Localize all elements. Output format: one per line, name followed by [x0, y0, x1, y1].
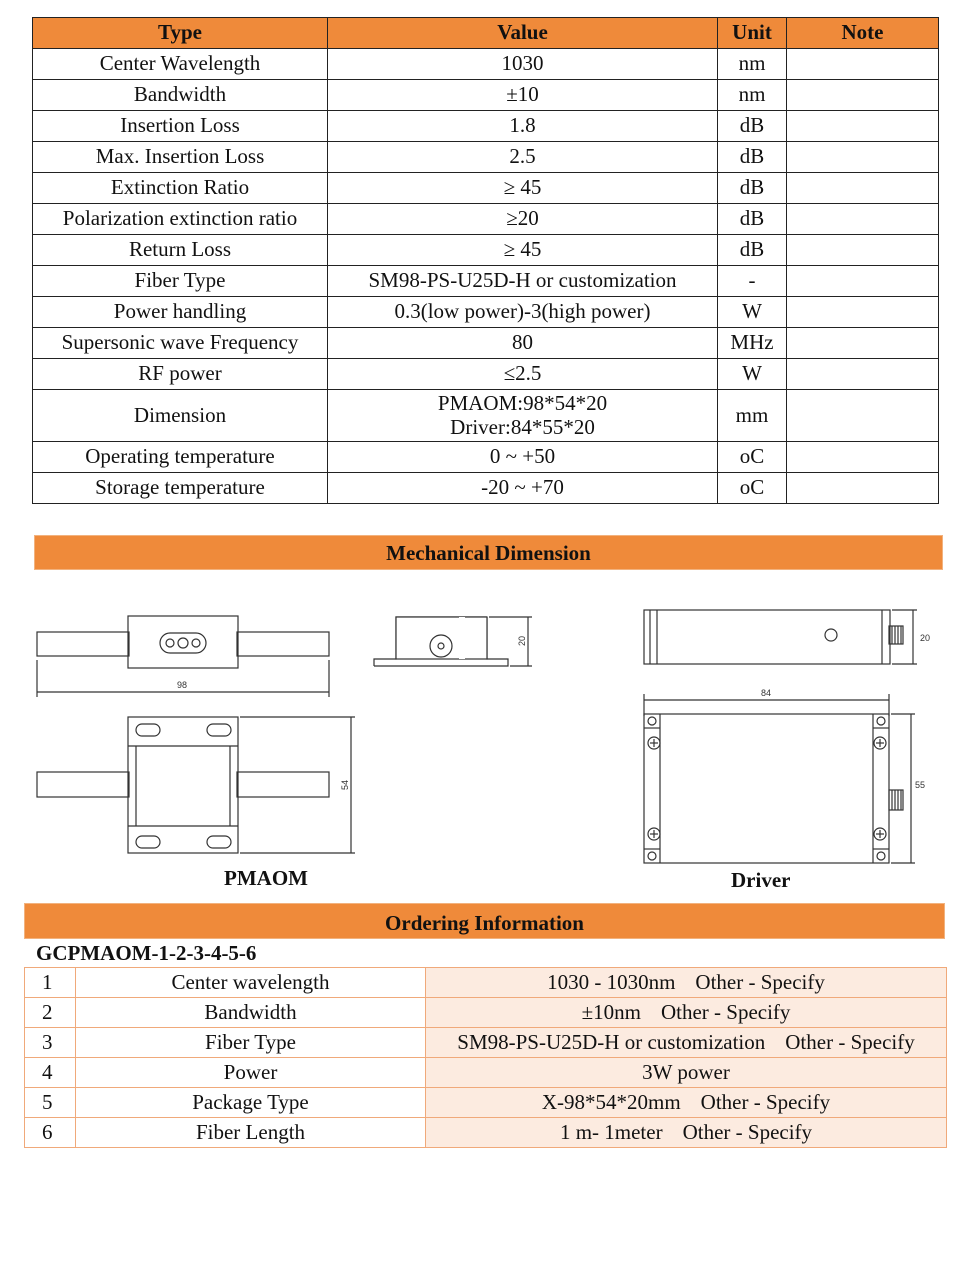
cell-unit: dB	[718, 111, 787, 142]
cell-type: Operating temperature	[33, 442, 328, 473]
cell-type: Polarization extinction ratio	[33, 204, 328, 235]
pmaom-top-view	[37, 616, 329, 697]
cell-value: -20 ~ +70	[328, 473, 718, 504]
table-row	[25, 998, 947, 1028]
cell-unit: mm	[718, 390, 787, 442]
cell-value: ≤2.5	[328, 359, 718, 390]
order-option	[426, 1088, 947, 1118]
dim-55-label: 55	[915, 780, 926, 790]
cell-type: Power handling	[33, 297, 328, 328]
cell-unit: MHz	[718, 328, 787, 359]
order-option-value: 1030 - 1030nm	[547, 969, 676, 994]
order-name: Package Type	[76, 1088, 426, 1118]
cell-type: Extinction Ratio	[33, 173, 328, 204]
order-num: 5	[25, 1088, 76, 1118]
order-option-other: Other - Specify	[700, 1089, 831, 1114]
order-num: 4	[25, 1058, 76, 1088]
cell-type: Fiber Type	[33, 266, 328, 297]
cell-value: ≥ 45	[328, 173, 718, 204]
cell-value: ≥ 45	[328, 235, 718, 266]
driver-top-view	[644, 688, 925, 863]
order-option-value: 3W power	[642, 1059, 730, 1084]
cell-unit: nm	[718, 80, 787, 111]
cell-type: Supersonic wave Frequency	[33, 328, 328, 359]
cell-unit: oC	[718, 442, 787, 473]
order-option-other: Other - Specify	[785, 1029, 915, 1054]
order-option	[426, 1118, 947, 1148]
cell-value: ±10	[328, 80, 718, 111]
table-row	[25, 1118, 947, 1148]
order-name: Bandwidth	[76, 998, 426, 1028]
cell-value-line2: Driver:84*55*20	[450, 414, 595, 439]
header-value: Value	[328, 18, 718, 49]
cell-unit: -	[718, 266, 787, 297]
pmaom-front-view	[37, 717, 355, 853]
part-number-code: GCPMAOM-1-2-3-4-5-6	[36, 941, 257, 965]
ordering-table	[24, 967, 947, 1148]
order-num: 2	[25, 998, 76, 1028]
order-option-other: Other - Specify	[660, 999, 791, 1024]
cell-type: Return Loss	[33, 235, 328, 266]
cell-value: SM98-PS-U25D-H or customization	[328, 266, 718, 297]
cell-value: ≥20	[328, 204, 718, 235]
order-option	[426, 998, 947, 1028]
order-option-other: Other - Specify	[695, 969, 825, 994]
cell-unit: W	[718, 359, 787, 390]
dim-20-driver-label: 20	[920, 633, 931, 643]
order-option-value: ±10nm	[581, 999, 641, 1024]
order-name: Power	[76, 1058, 426, 1088]
order-option	[426, 1028, 947, 1058]
cell-unit: dB	[718, 142, 787, 173]
cell-type: RF power	[33, 359, 328, 390]
cell-type: Insertion Loss	[33, 111, 328, 142]
cell-value: 80	[328, 328, 718, 359]
table-row	[25, 1058, 947, 1088]
dim-20-pmaom-label: 20	[517, 635, 527, 647]
cell-unit: oC	[718, 473, 787, 504]
order-name: Fiber Type	[76, 1028, 426, 1058]
pmaom-caption: PMAOM	[224, 866, 308, 890]
header-type: Type	[33, 18, 328, 49]
cell-value: 0.3(low power)-3(high power)	[328, 297, 718, 328]
cell-value-line1: PMAOM:98*54*20	[437, 391, 608, 416]
table-row	[25, 1088, 947, 1118]
header-note: Note	[787, 18, 939, 49]
driver-caption: Driver	[731, 868, 791, 892]
dim-84-label: 84	[760, 688, 772, 698]
cell-unit: dB	[718, 204, 787, 235]
cell-unit: nm	[718, 49, 787, 80]
cell-unit: dB	[718, 235, 787, 266]
cell-value: 1.8	[328, 111, 718, 142]
order-name: Center wavelength	[76, 968, 426, 998]
order-option-value: X-98*54*20mm	[541, 1089, 681, 1114]
header-unit: Unit	[718, 18, 787, 49]
cell-type: Dimension	[33, 390, 328, 442]
order-num: 1	[25, 968, 76, 998]
cell-value: 2.5	[328, 142, 718, 173]
table-row	[25, 1028, 947, 1058]
order-option	[426, 968, 947, 998]
cell-value: 1030	[328, 49, 718, 80]
cell-value: 0 ~ +50	[328, 442, 718, 473]
mechanical-dimension-header: Mechanical Dimension	[34, 535, 943, 570]
cell-type: Storage temperature	[33, 473, 328, 504]
order-num: 6	[25, 1118, 76, 1148]
table-row	[25, 968, 947, 998]
order-option-value: 1 m- 1meter	[559, 1119, 663, 1144]
cell-type: Bandwidth	[33, 80, 328, 111]
dim-54-label: 54	[340, 779, 350, 791]
order-option-value: SM98-PS-U25D-H or customization	[457, 1029, 766, 1054]
cell-type: Max. Insertion Loss	[33, 142, 328, 173]
cell-unit: W	[718, 297, 787, 328]
ordering-information-header: Ordering Information	[24, 903, 945, 939]
order-option	[426, 1058, 947, 1088]
cell-type: Center Wavelength	[33, 49, 328, 80]
order-num: 3	[25, 1028, 76, 1058]
driver-side-view	[644, 610, 930, 664]
cell-unit: dB	[718, 173, 787, 204]
order-option-other: Other - Specify	[682, 1119, 813, 1144]
pmaom-side-view	[374, 617, 532, 666]
order-name: Fiber Length	[76, 1118, 426, 1148]
dim-98-label: 98	[176, 680, 188, 690]
